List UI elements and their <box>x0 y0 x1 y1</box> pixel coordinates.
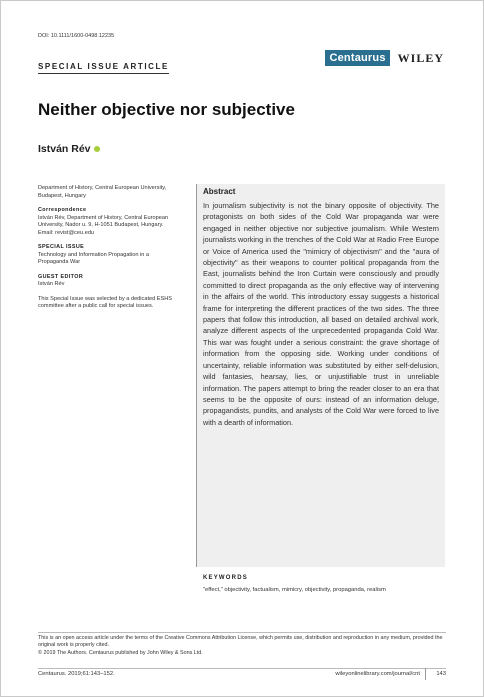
abstract-heading: Abstract <box>203 187 236 196</box>
footer-divider <box>38 632 446 633</box>
centaurus-logo: Centaurus <box>325 50 389 66</box>
author-name[interactable]: István Rév <box>38 143 91 155</box>
license-text: This is an open access article under the terms of the Creative Commons Attribution License, which permits use, distribution and reproduction in any medium, provided the original work is properly cited. <box>38 635 443 649</box>
article-title: Neither objective nor subjective <box>38 100 295 119</box>
author-line <box>38 143 100 155</box>
special-issue-heading: SPECIAL ISSUE <box>38 244 85 250</box>
keywords-list: "effect," objectivity, factualism, mimicry, objectivity, propaganda, realism <box>203 587 386 593</box>
doi-link[interactable]: DOI: 10.1111/1600-0498.12235 <box>38 33 115 39</box>
article-sidebar <box>38 185 178 318</box>
guest-editor-block <box>38 274 178 289</box>
correspondence-address: István Rév, Department of History, Central European University, Nador u. 9, H-1051 Budapest, Hungary. <box>38 214 169 228</box>
correspondence-heading: Correspondence <box>38 207 87 213</box>
guest-editor-name: István Rév <box>38 281 65 287</box>
special-issue-note: This Special Issue was selected by a dedicated ESHS committee after a public call for special issues. <box>38 295 173 309</box>
publisher-logos <box>325 50 444 66</box>
journal-url[interactable]: wileyonlinelibrary.com/journal/cnt <box>335 671 420 677</box>
copyright-text: © 2019 The Authors. Centaurus published by John Wiley & Sons Ltd. <box>38 649 203 656</box>
correspondence-email[interactable]: Email: revist@ceu.edu <box>38 229 95 236</box>
guest-editor-heading: GUEST EDITOR <box>38 273 84 280</box>
footer-divider-bottom <box>38 668 446 669</box>
affiliation: Department of History, Central European University, Budapest, Hungary <box>38 185 167 199</box>
wiley-logo: WILEY <box>397 50 444 65</box>
correspondence-block <box>38 207 178 237</box>
abstract-text: In journalism subjectivity is not the binary opposite of objectivity. The protagonists on both sides of the Cold War propaganda war were engaged in neither objective nor subjective journalism. While Western journalists working in the trenches of the Cold War at Radio Free Europe or Voice of America used the "mimicry of objectivism" and the "aura of objectivity" as their weapons to counter political propaganda from the East, journalists behind the Iron Curtain were consciously and proudly committed to direct propaganda as the only effective way of intervening in the affairs of the world. This introductory essay suggests a historical frame for interpreting the different practices of the two sides. The three papers that follow this introduction, all based on detailed archival work, analyze different aspects of the unprecedented propaganda Cold War. This war was fought under a serious constraint: the grave shortage of information from the opposing side. Working under conditions of uncertainty, reliable information was substituted by either self-delusion, wild fantasies, hearsay, lies, or unjustifiable trust in unreliable information. The papers attempt to bring the reader closer to an era that seems to be the opposite of ours: instead of an information deluge, propagandists, pundits, and analysts of the Cold War were forced to live with a dearth of information. <box>203 201 439 427</box>
journal-citation: Centaurus. 2019;61:143–152. <box>38 671 115 677</box>
special-issue-title: Technology and Information Propagation in a Propaganda War <box>38 251 150 265</box>
footer-separator <box>425 668 426 680</box>
keywords-heading: KEYWORDS <box>203 575 248 581</box>
section-label: SPECIAL ISSUE ARTICLE <box>38 62 169 74</box>
license-notice <box>38 635 446 657</box>
page-number: 143 <box>436 671 446 677</box>
special-issue-block <box>38 244 178 267</box>
orcid-icon[interactable] <box>94 146 100 152</box>
